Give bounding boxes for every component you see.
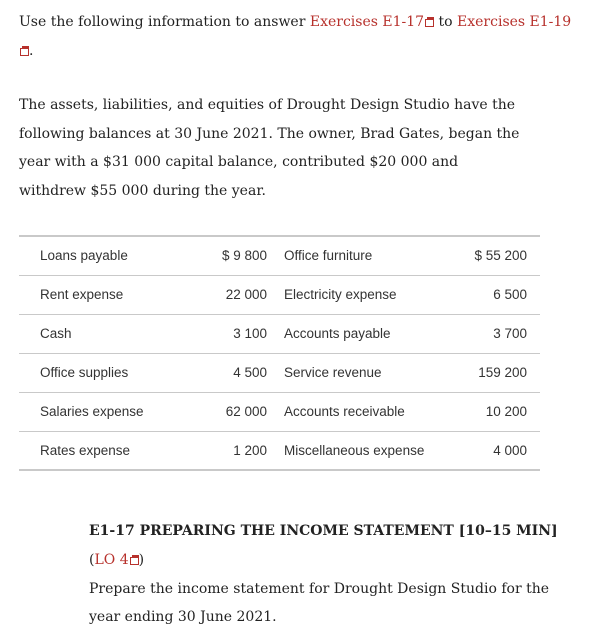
exercise-heading: E1-17 PREPARING THE INCOME STATEMENT [10–15 MIN] — [89, 523, 558, 539]
table-row — [19, 431, 540, 470]
table-row — [19, 353, 540, 392]
account-name: Accounts receivable — [267, 392, 474, 431]
account-amount: 4 500 — [190, 353, 267, 392]
account-amount: 3 100 — [190, 314, 267, 353]
account-amount: 22 000 — [190, 275, 267, 314]
intro-text: Use the following information to answer — [19, 14, 310, 30]
account-name: Accounts payable — [267, 314, 474, 353]
account-name: Salaries expense — [19, 392, 190, 431]
account-name: Rates expense — [19, 431, 190, 470]
account-amount: 10 200 — [474, 392, 540, 431]
table-row — [19, 314, 540, 353]
lo-4-link[interactable]: LO 4 — [94, 552, 138, 568]
account-amount: $ 9 800 — [190, 236, 267, 275]
balances-table — [19, 235, 540, 471]
exercise-e1-19-link[interactable]: Exercises E1-19 — [19, 14, 571, 59]
account-name: Service revenue — [267, 353, 474, 392]
account-name: Rent expense — [19, 275, 190, 314]
account-name: Office furniture — [267, 236, 474, 275]
account-name: Cash — [19, 314, 190, 353]
exercise-e1-17-link[interactable]: Exercises E1-17 — [310, 14, 434, 30]
account-name: Electricity expense — [267, 275, 474, 314]
description-paragraph: The assets, liabilities, and equities of Drought Design Studio have the following balances at 30 June 2021. The owner, Brad Gates, began the year with a $31 000 capital balance, contributed $20 000 and withdrew $55 000 during the year. — [19, 97, 520, 199]
exercise-task: Prepare the income statement for Drought Design Studio for the year ending 30 June 2021. — [89, 581, 550, 625]
account-amount: 62 000 — [190, 392, 267, 431]
table-row — [19, 392, 540, 431]
account-amount: 3 700 — [474, 314, 540, 353]
account-amount: 159 200 — [474, 353, 540, 392]
external-link-icon — [130, 555, 139, 564]
table-row — [19, 236, 540, 275]
account-name: Office supplies — [19, 353, 190, 392]
account-amount: 4 000 — [474, 431, 540, 470]
learning-objective: (LO 4 ) — [89, 552, 145, 568]
intro-paragraph: Use the following information to answer Exercises E1-17 to Exercises E1-19. — [19, 14, 572, 59]
intro-middle: to — [434, 14, 458, 30]
external-link-icon — [20, 46, 29, 55]
account-amount: 1 200 — [190, 431, 267, 470]
external-link-icon — [425, 17, 434, 26]
table-row — [19, 275, 540, 314]
account-name: Loans payable — [19, 236, 190, 275]
account-amount: $ 55 200 — [474, 236, 540, 275]
account-amount: 6 500 — [474, 275, 540, 314]
account-name: Miscellaneous expense — [267, 431, 474, 470]
